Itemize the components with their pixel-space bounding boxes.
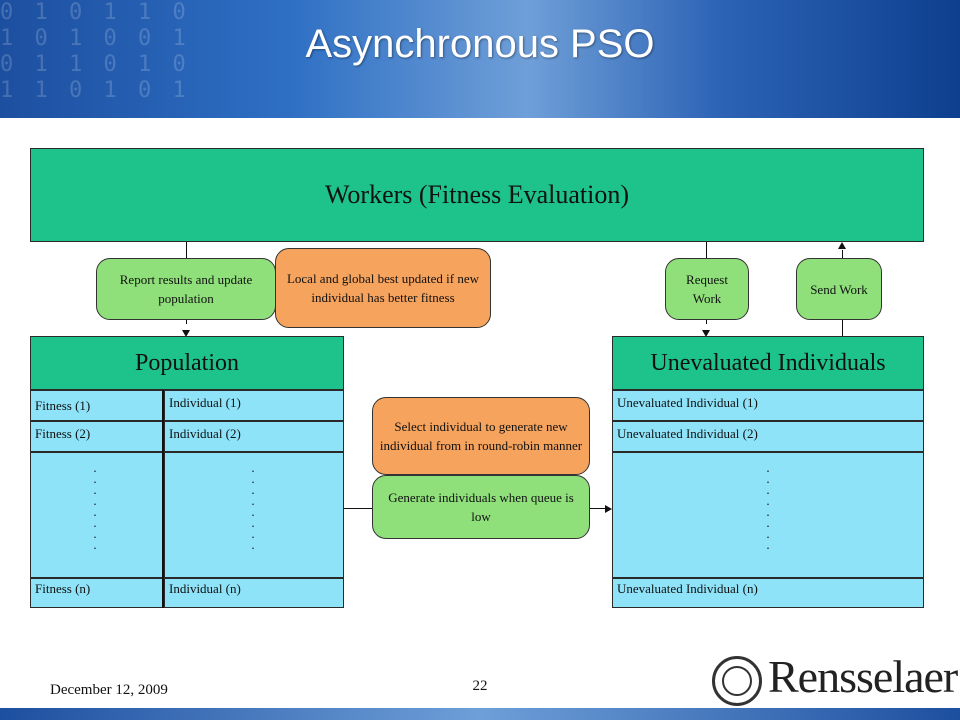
slide-title: Asynchronous PSO: [305, 22, 655, 66]
population-title: Population: [30, 336, 344, 390]
generate-arrow: [605, 505, 612, 513]
fitness-cell-1: Fitness (1): [30, 390, 164, 421]
individual-cell-n: Individual (n): [164, 578, 344, 608]
send-work-note: Send Work: [796, 258, 882, 320]
workers-box: Workers (Fitness Evaluation): [30, 148, 924, 242]
request-work-note: Request Work: [665, 258, 749, 320]
select-individual-note: Select individual to generate new individual from in round-robin manner: [372, 397, 590, 475]
local-global-best-note: Local and global best updated if new individual has better fitness: [275, 248, 491, 328]
report-results-note: Report results and update population: [96, 258, 276, 320]
page-number: 22: [472, 678, 488, 694]
footer-bar: [0, 708, 960, 720]
fitness-cell-2: Fitness (2): [30, 421, 164, 452]
unevaluated-cell-1: Unevaluated Individual (1): [612, 390, 924, 421]
fitness-cell-n: Fitness (n): [30, 578, 164, 608]
unevaluated-title: Unevaluated Individuals: [612, 336, 924, 390]
individual-cell-2: Individual (2): [164, 421, 344, 452]
individual-ellipsis: . . . . . . . .: [251, 460, 255, 552]
unevaluated-cell-n: Unevaluated Individual (n): [612, 578, 924, 608]
unevaluated-cell-2: Unevaluated Individual (2): [612, 421, 924, 452]
slide-header: [0, 0, 960, 118]
unevaluated-ellipsis: . . . . . . . .: [766, 460, 770, 552]
binary-background-pattern: 0 1 0 1 1 0 1 0 1 0 0 1 0 1 1 0 1 0 1 1 0 1 0 1: [0, 0, 190, 103]
individual-cell-1: Individual (1): [164, 390, 344, 421]
population-to-generate-line: [344, 508, 372, 509]
send-arrow: [838, 242, 846, 249]
seal-inner-ring: [722, 666, 752, 696]
population-column-divider: [162, 390, 164, 608]
slide-date: December 12, 2009: [50, 682, 168, 698]
generate-to-unevaluated-line: [590, 508, 606, 509]
fitness-ellipsis: . . . . . . . .: [93, 460, 97, 552]
rensselaer-wordmark: Rensselaer: [768, 651, 958, 702]
generate-individuals-note: Generate individuals when queue is low: [372, 475, 590, 539]
rensselaer-seal-logo: [712, 656, 762, 706]
